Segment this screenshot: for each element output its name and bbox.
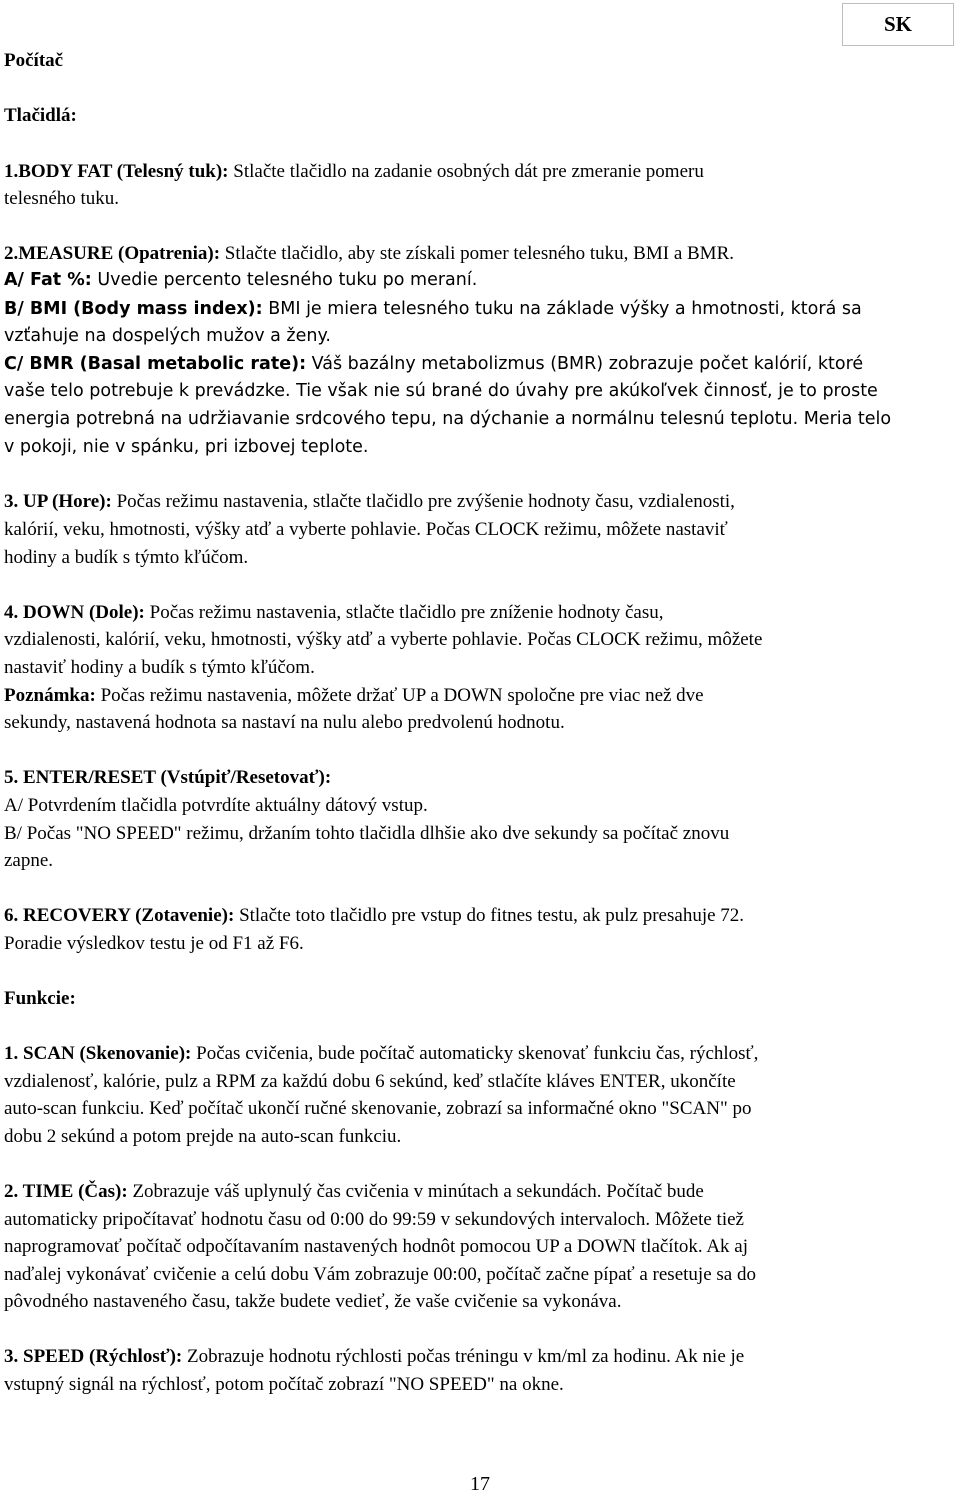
bold-run: Tlačidlá: [4, 105, 77, 126]
text-line [4, 1373, 564, 1397]
text-run: Váš bazálny metabolizmus (BMR) zobrazuje počet kalórií, ktoré [306, 354, 864, 374]
text-line [4, 601, 664, 625]
text-line [4, 1042, 758, 1066]
text-line [4, 1070, 736, 1094]
text-run: auto-scan funkciu. Keď počítač ukončí ručné skenovanie, zobrazí sa informačné okno "SCAN" po [4, 1098, 752, 1119]
text-run: BMI je miera telesného tuku na základe výšky a hmotnosti, ktorá sa [262, 299, 862, 319]
text-line [4, 1345, 744, 1369]
text-line [4, 794, 428, 818]
language-badge: SK [842, 3, 954, 46]
text-line [4, 268, 477, 292]
text-line [4, 546, 248, 570]
text-run: Počas režimu nastavenia, stlačte tlačidlo pre zvýšenie hodnoty času, vzdialenosti, [111, 491, 735, 512]
text-line [4, 987, 76, 1011]
text-run: vaše telo potrebuje k prevádzke. [4, 381, 291, 401]
text-line [4, 187, 119, 211]
text-run: vzťahuje na dospelých mužov a ženy. [4, 326, 331, 346]
text-run: automaticky pripočítavať hodnotu času od 0:00 do 99:59 v sekundových intervaloch. Môžete tiež [4, 1209, 744, 1230]
bold-run: Počítač [4, 50, 64, 71]
text-run: v pokoji, nie v spánku, pri izbovej teplote. [4, 437, 369, 457]
text-line [4, 490, 735, 514]
text-run: energia potrebná na udržiavanie srdcového tepu, na dýchanie a normálnu telesnú teplotu. Meria telo [4, 409, 892, 429]
text-line [4, 435, 369, 459]
text-line [4, 656, 315, 680]
text-run: nastaviť hodiny a budík s týmto kľúčom. [4, 657, 315, 678]
text-line [4, 407, 891, 431]
text-run: Počas cvičenia, bude počítač automaticky skenovať funkciu čas, rýchlosť, [191, 1043, 759, 1064]
text-line [4, 104, 77, 128]
text-run: Tie však nie sú brané do úvahy pre akúkoľvek činnosť, je to proste [290, 381, 878, 401]
bold-run: 4. DOWN (Dole): [4, 602, 145, 623]
text-run: naprogramovať počítač odpočítavaním nastavených hodnôt pomocou UP a DOWN tlačítok. Ak aj [4, 1236, 748, 1257]
text-line [4, 1180, 704, 1204]
text-line [4, 849, 53, 873]
text-line [4, 1290, 621, 1314]
text-run: naďalej vykonávať cvičenie a celú dobu Vám zobrazuje 00:00, počítač začne pípať a resetuje sa do [4, 1264, 756, 1285]
text-line [4, 1097, 751, 1121]
text-line [4, 1235, 748, 1259]
bold-run: C/ BMR (Basal metabolic rate): [4, 354, 307, 374]
text-run: Uvedie percento telesného tuku po meraní. [91, 270, 478, 290]
text-run: vzdialenosť, kalórie, pulz a RPM za každú dobu 6 sekúnd, keď stlačíte kláves ENTER, ukončíte [4, 1071, 736, 1092]
text-line [4, 324, 331, 348]
text-line [4, 1208, 744, 1232]
text-line [4, 711, 565, 735]
text-line [4, 628, 762, 652]
text-line [4, 1263, 756, 1287]
text-line [4, 379, 878, 403]
text-run: Poradie výsledkov testu je od F1 až F6. [4, 933, 304, 954]
text-line [4, 352, 863, 376]
text-run: vstupný signál na rýchlosť, potom počítač zobrazí "NO SPEED" na okne. [4, 1374, 564, 1395]
text-run: Stlačte toto tlačidlo pre vstup do fitnes testu, ak pulz presahuje 72. [234, 905, 745, 926]
text-line [4, 49, 63, 73]
text-run: dobu 2 sekúnd a potom prejde na auto-scan funkciu. [4, 1126, 402, 1147]
text-run: Stlačte tlačidlo na zadanie osobných dát pre zmeranie pomeru [228, 161, 704, 182]
text-line [4, 1125, 401, 1149]
bold-run: A/ Fat %: [4, 270, 92, 290]
text-run: Zobrazuje váš uplynulý čas cvičenia v minútach a sekundách. Počítač bude [127, 1181, 704, 1202]
text-run: A/ Potvrdením tlačidla potvrdíte aktuálny dátový vstup. [4, 795, 428, 816]
bold-run: Poznámka: [4, 685, 96, 706]
text-line [4, 160, 704, 184]
bold-run: 1. SCAN (Skenovanie): [4, 1043, 192, 1064]
text-run: zapne. [4, 850, 54, 871]
text-run: Počas režimu nastavenia, stlačte tlačidlo pre zníženie hodnoty času, [144, 602, 664, 623]
text-run: pôvodného nastaveného času, takže budete vedieť, že vaše cvičenie sa vykonáva. [4, 1291, 622, 1312]
text-run: Zobrazuje hodnotu rýchlosti počas tréningu v km/ml za hodinu. Ak nie je [182, 1346, 745, 1367]
bold-run: 6. RECOVERY (Zotavenie): [4, 905, 235, 926]
bold-run: Funkcie: [4, 988, 76, 1009]
bold-run: 2.MEASURE (Opatrenia): [4, 243, 221, 264]
text-line [4, 242, 734, 266]
text-line [4, 766, 331, 790]
bold-run: 1.BODY FAT (Telesný tuk): [4, 161, 229, 182]
text-run: Počas režimu nastavenia, môžete držať UP a DOWN spoločne pre viac než dve [95, 685, 704, 706]
text-run: B/ Počas "NO SPEED" režimu, držaním tohto tlačidla dlhšie ako dve sekundy sa počítač znovu [4, 823, 730, 844]
text-line [4, 904, 744, 928]
bold-run: 2. TIME (Čas): [4, 1181, 128, 1202]
text-line [4, 297, 862, 321]
bold-run: B/ BMI (Body mass index): [4, 299, 263, 319]
text-run: sekundy, nastavená hodnota sa nastaví na nulu alebo predvolenú hodnotu. [4, 712, 565, 733]
text-run: Stlačte tlačidlo, aby ste získali pomer telesného tuku, BMI a BMR. [220, 243, 735, 264]
bold-run: 3. UP (Hore): [4, 491, 112, 512]
page-number: 17 [470, 1473, 490, 1495]
text-line [4, 822, 729, 846]
text-line [4, 684, 704, 708]
text-run: hodiny a budík s týmto kľúčom. [4, 547, 249, 568]
text-line [4, 932, 304, 956]
text-run: kalórií, veku, hmotnosti, výšky atď a vyberte pohlavie. Počas CLOCK režimu, môžete nastaviť [4, 519, 728, 540]
text-line [4, 518, 728, 542]
bold-run: 5. ENTER/RESET (Vstúpiť/Resetovať): [4, 767, 332, 788]
bold-run: 3. SPEED (Rýchlosť): [4, 1346, 183, 1367]
text-run: telesného tuku. [4, 188, 120, 209]
text-run: vzdialenosti, kalórií, veku, hmotnosti, výšky atď a vyberte pohlavie. Počas CLOCK režimu, môžete [4, 629, 763, 650]
